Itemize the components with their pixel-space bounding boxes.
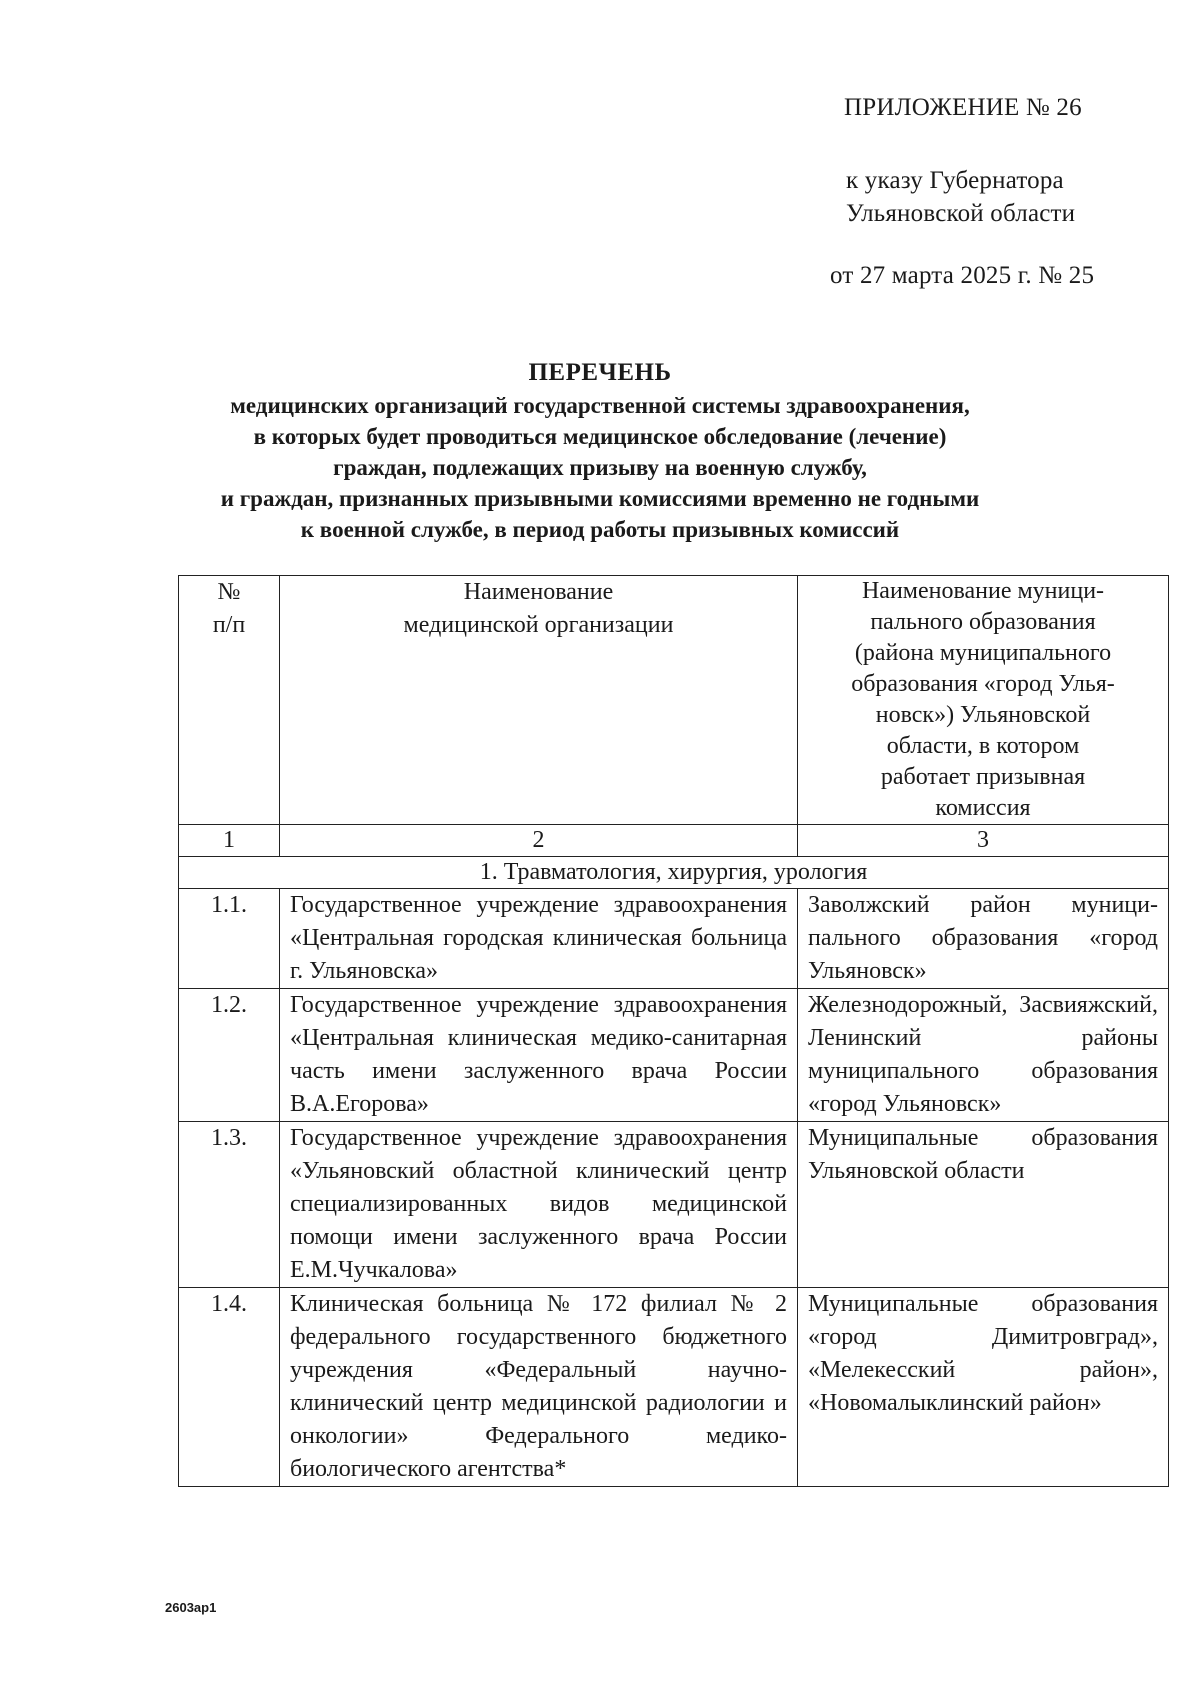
- municipality-name: Муниципальные образования «город Димитровград», «Мелекесский район», «Новомалыклинский район»: [798, 1288, 1169, 1487]
- row-number: 1.2.: [179, 989, 280, 1122]
- section-title: 1. Травматология, хирургия, урология: [179, 857, 1169, 889]
- document-title: [140, 357, 1060, 545]
- title-line: граждан, подлежащих призыву на военную службу,: [333, 455, 867, 480]
- title-line: в которых будет проводиться медицинское обследование (лечение): [253, 424, 947, 449]
- table-row: [179, 989, 1169, 1122]
- column-numbers-row: [179, 825, 1169, 857]
- appendix-number: ПРИЛОЖЕНИЕ № 26: [844, 94, 1082, 121]
- table-row: [179, 889, 1169, 989]
- table-header-row: [179, 576, 1169, 825]
- row-number: 1.4.: [179, 1288, 280, 1487]
- organization-name: Клиническая больница № 172 филиал № 2 федерального государственного бюджетного учреждения «Федеральный научно-клинический центр медицинской радиологии и онкологии» Федерального медико-биологического агентства*: [280, 1288, 798, 1487]
- column-number: 1: [179, 825, 280, 857]
- row-number: 1.1.: [179, 889, 280, 989]
- row-number: 1.3.: [179, 1122, 280, 1288]
- title-line: к военной службе, в период работы призывных комиссий: [300, 517, 900, 542]
- title-line: и граждан, признанных призывными комиссиями временно не годными: [220, 486, 980, 511]
- appendix-line-2: Ульяновской области: [846, 200, 1076, 227]
- header-number: № п/п: [179, 576, 280, 825]
- organization-name: Государственное учреждение здравоохранения «Центральная клиническая медико-санитарная часть имени заслуженного врача России В.А.Егорова»: [280, 989, 798, 1122]
- section-row: [179, 857, 1169, 889]
- title-main: ПЕРЕЧЕНЬ: [528, 359, 672, 386]
- header-municipality: Наименование муници- пального образования (района муниципального образования «город Улья- новск») Ульяновской области, в котором работает призывная комиссия: [798, 576, 1169, 825]
- table-row: [179, 1122, 1169, 1288]
- municipality-name: Муниципальные образования Ульяновской области: [798, 1122, 1169, 1288]
- column-number: 3: [798, 825, 1169, 857]
- appendix-line-1: к указу Губернатора: [846, 167, 1064, 194]
- organization-name: Государственное учреждение здравоохранения «Ульяновский областной клинический центр специализированных видов медицинской помощи имени заслуженного врача России Е.М.Чучкалова»: [280, 1122, 798, 1288]
- document-code: 2603ap1: [165, 1600, 217, 1615]
- title-line: медицинских организаций государственной системы здравоохранения,: [230, 393, 970, 418]
- column-number: 2: [280, 825, 798, 857]
- municipality-name: Железнодорожный, Засвияжский, Ленинский районы муниципального образования «город Ульяновск»: [798, 989, 1169, 1122]
- table-row: [179, 1288, 1169, 1487]
- organizations-table: [178, 575, 1169, 1487]
- appendix-date: от 27 марта 2025 г. № 25: [830, 262, 1095, 289]
- organization-name: Государственное учреждение здравоохранения «Центральная городская клиническая больница г. Ульяновска»: [280, 889, 798, 989]
- header-organization: Наименование медицинской организации: [280, 576, 798, 825]
- municipality-name: Заволжский район муниципального образования «город Ульяновск»: [798, 889, 1169, 989]
